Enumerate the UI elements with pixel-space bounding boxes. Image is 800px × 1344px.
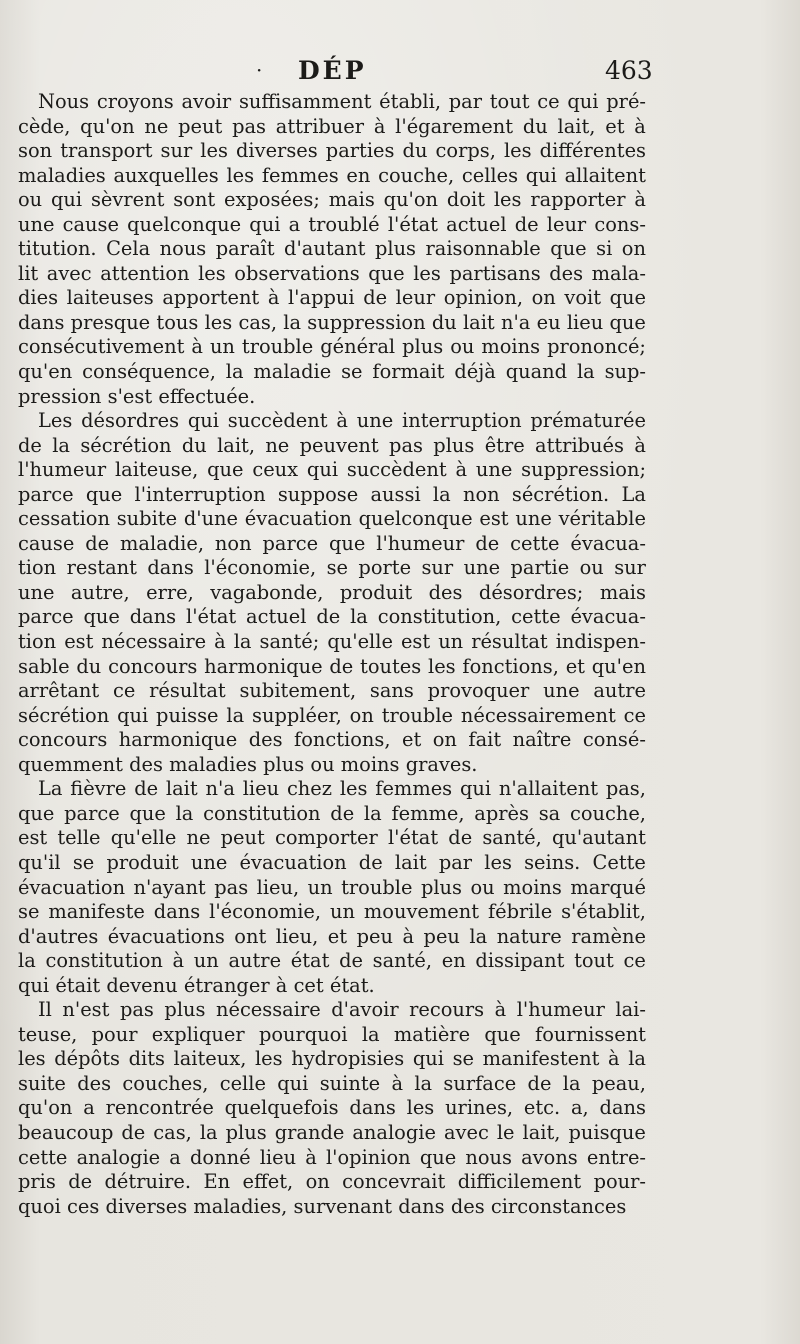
text-line: Nous croyons avoir suffisamment établi, par tout ce qui pré- xyxy=(38,90,646,113)
text-line: beaucoup de cas, la plus grande analogie avec le lait, puisque xyxy=(18,1120,646,1144)
body-text xyxy=(18,90,646,1219)
text-line: dies laiteuses apportent à l'appui de leur opinion, on voit que xyxy=(18,286,646,310)
text-line: évacuation n'ayant pas lieu, un trouble plus ou moins marqué xyxy=(18,875,646,899)
text-line: est telle qu'elle ne peut comporter l'état de santé, qu'autant xyxy=(18,826,646,850)
header-dot: · xyxy=(256,58,263,82)
text-line: suite des couches, celle qui suinte à la surface de la peau, xyxy=(18,1071,646,1095)
text-line: lit avec attention les observations que les partisans des mala- xyxy=(18,261,646,285)
text-line: qu'en conséquence, la maladie se formait déjà quand la sup- xyxy=(18,360,646,384)
page-number: 463 xyxy=(605,56,653,85)
text-line: ou qui sèvrent sont exposées; mais qu'on doit les rapporter à xyxy=(18,188,646,212)
text-line: sécrétion qui puisse la suppléer, on trouble nécessairement ce xyxy=(18,703,646,727)
text-line: une cause quelconque qui a troublé l'état actuel de leur cons- xyxy=(18,212,646,236)
paragraph xyxy=(18,998,646,1219)
running-head: DÉP xyxy=(298,56,367,85)
paragraph xyxy=(18,409,646,777)
text-line: la constitution à un autre état de santé, en dissipant tout ce xyxy=(18,949,646,973)
text-line: concours harmonique des fonctions, et on fait naître consé- xyxy=(18,728,646,752)
text-line: arrêtant ce résultat subitement, sans provoquer une autre xyxy=(18,679,646,703)
page-header xyxy=(0,56,800,92)
text-line: une autre, erre, vagabonde, produit des désordres; mais xyxy=(18,580,646,604)
text-line: d'autres évacuations ont lieu, et peu à peu la nature ramène xyxy=(18,924,646,948)
text-line: tion est nécessaire à la santé; qu'elle est un résultat indispen- xyxy=(18,630,646,654)
text-line: cause de maladie, non parce que l'humeur de cette évacua- xyxy=(18,531,646,555)
text-line: sable du concours harmonique de toutes les fonctions, et qu'en xyxy=(18,654,646,678)
text-line: parce que l'interruption suppose aussi la non sécrétion. La xyxy=(18,482,646,506)
text-line: qu'on a rencontrée quelquefois dans les urines, etc. a, dans xyxy=(18,1096,646,1120)
text-line: quemment des maladies plus ou moins graves. xyxy=(18,752,478,776)
text-line: tion restant dans l'économie, se porte sur une partie ou sur xyxy=(18,556,646,580)
text-line: les dépôts dits laiteux, les hydropisies qui se manifestent à la xyxy=(18,1047,646,1071)
text-line: cède, qu'on ne peut pas attribuer à l'égarement du lait, et à xyxy=(18,114,646,138)
paragraph xyxy=(18,90,646,409)
text-line: La fièvre de lait n'a lieu chez les femmes qui n'allaitent pas, xyxy=(38,777,646,801)
text-line: son transport sur les diverses parties du corps, les différentes xyxy=(18,139,646,163)
text-line: l'humeur laiteuse, que ceux qui succèdent à une suppression; xyxy=(18,458,646,482)
text-line: qui était devenu étranger à cet état. xyxy=(18,973,375,997)
text-line: dans presque tous les cas, la suppression du lait n'a eu lieu que xyxy=(18,310,646,334)
text-line: pris de détruire. En effet, on concevrait difficilement pour- xyxy=(18,1170,646,1194)
text-line: maladies auxquelles les femmes en couche, celles qui allaitent xyxy=(18,163,646,187)
text-line: de la sécrétion du lait, ne peuvent pas plus être attribués à xyxy=(18,433,646,457)
text-line: que parce que la constitution de la femme, après sa couche, xyxy=(18,801,646,825)
text-line: cessation subite d'une évacuation quelconque est une véritable xyxy=(18,507,646,531)
text-line: consécutivement à un trouble général plus ou moins prononcé; xyxy=(18,335,646,359)
text-line: se manifeste dans l'économie, un mouvement fébrile s'établit, xyxy=(18,900,646,924)
text-line: teuse, pour expliquer pourquoi la matière que fournissent xyxy=(18,1022,646,1046)
text-line: Les désordres qui succèdent à une interruption prématurée xyxy=(38,409,646,433)
text-line: titution. Cela nous paraît d'autant plus raisonnable que si on xyxy=(18,237,646,261)
text-line: pression s'est effectuée. xyxy=(18,384,256,408)
text-line: parce que dans l'état actuel de la constitution, cette évacua- xyxy=(18,605,646,629)
text-line: quoi ces diverses maladies, survenant dans des circonstances xyxy=(18,1194,627,1218)
text-line: cette analogie a donné lieu à l'opinion que nous avons entre- xyxy=(18,1145,646,1169)
text-line: qu'il se produit une évacuation de lait par les seins. Cette xyxy=(18,850,646,874)
paragraph xyxy=(18,777,646,998)
text-line: Il n'est pas plus nécessaire d'avoir recours à l'humeur lai- xyxy=(38,998,646,1022)
